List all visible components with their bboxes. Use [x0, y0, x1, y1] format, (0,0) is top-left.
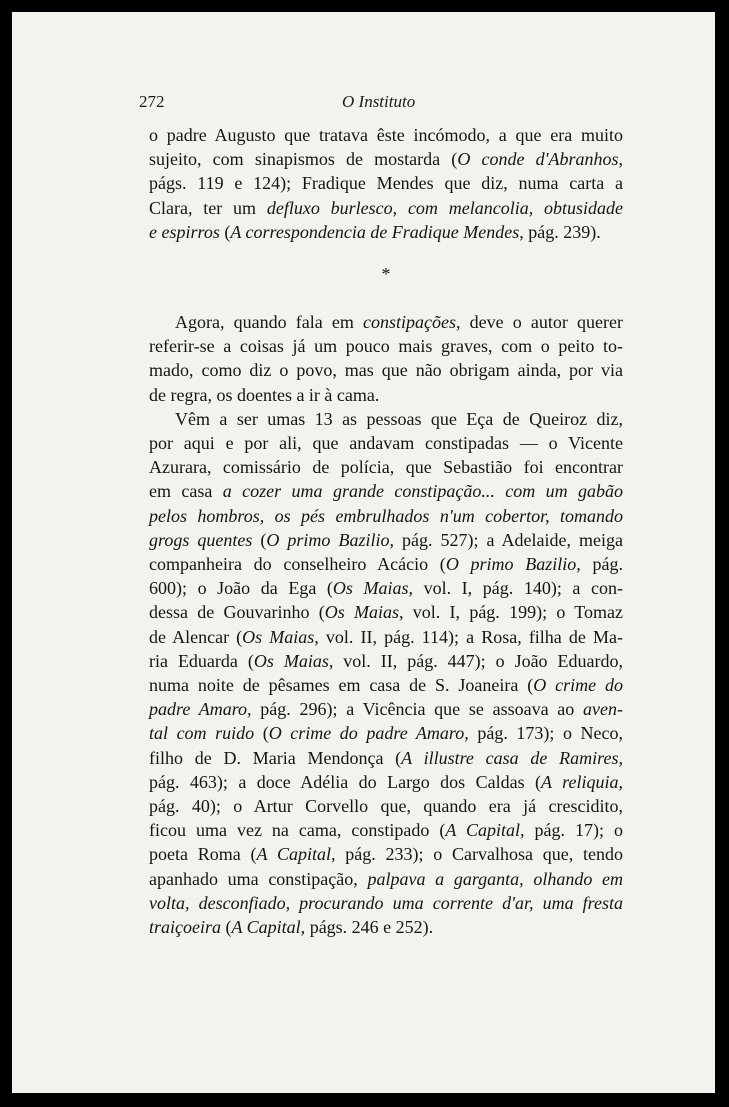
text-line: em casa a cozer uma grande constipação... com um gabão — [149, 481, 623, 502]
text-line: 600); o João da Ega (Os Maias, vol. I, pág. 140); a con- — [149, 578, 623, 599]
text-line: referir-se a coisas já um pouco mais graves, com o peito to- — [149, 336, 623, 357]
journal-title: O Instituto — [342, 92, 416, 111]
body-text — [149, 123, 623, 939]
paragraph-1 — [149, 123, 623, 244]
text-line: Azurara, comissário de polícia, que Sebastião foi encontrar — [149, 457, 623, 478]
text-line: filho de D. Maria Mendonça (A illustre casa de Ramires, — [149, 747, 623, 768]
text-line: Clara, ter um defluxo burlesco, com melancolia, obtusidade — [149, 197, 624, 218]
text-line: mado, como diz o povo, mas que não obrigam ainda, por via — [149, 360, 623, 381]
text-line: Agora, quando fala em constipações, deve o autor querer — [175, 312, 623, 333]
book-page — [12, 12, 715, 1093]
text-line: poeta Roma (A Capital, pág. 233); o Carvalhosa que, tendo — [149, 844, 623, 865]
text-line: Vêm a ser umas 13 as pessoas que Eça de Queiroz diz, — [175, 408, 623, 429]
text-line: grogs quentes (O primo Bazilio, pág. 527); a Adelaide, meiga — [149, 529, 624, 550]
text-line: tal com ruido (O crime do padre Amaro, pág. 173); o Neco, — [149, 723, 623, 744]
text-line: de regra, os doentes a ir à cama. — [149, 384, 380, 405]
text-line: págs. 119 e 124); Fradique Mendes que diz, numa carta a — [149, 173, 623, 194]
text-line: volta, desconfiado, procurando uma corrente d'ar, uma fresta — [149, 892, 623, 913]
page-number: 272 — [139, 92, 165, 111]
text-line: por aqui e por ali, que andavam constipadas — o Vicente — [149, 433, 623, 454]
text-line: ria Eduarda (Os Maias, vol. II, pág. 447); o João Eduardo, — [149, 650, 623, 671]
text-line: o padre Augusto que tratava êste incómodo, a que era muito — [149, 125, 623, 145]
text-line: numa noite de pêsames em casa de S. Joaneira (O crime do — [149, 675, 624, 696]
text-line: de Alencar (Os Maias, vol. II, pág. 114); a Rosa, filha de Ma- — [149, 626, 623, 647]
paragraph-3 — [149, 407, 623, 939]
text-line: apanhado uma constipação, palpava a garganta, olhando em — [149, 868, 624, 889]
text-line: traiçoeira (A Capital, págs. 246 e 252). — [149, 917, 434, 938]
running-head — [12, 92, 715, 116]
paragraph-2 — [149, 310, 623, 407]
text-line: ficou uma vez na cama, constipado (A Capital, pág. 17); o — [149, 820, 624, 841]
section-separator: * — [381, 264, 391, 285]
text-line: sujeito, com sinapismos de mostarda (O conde d'Abranhos, — [149, 149, 623, 170]
text-line: pág. 40); o Artur Corvello que, quando era já crescidito, — [149, 796, 623, 817]
text-line: companheira do conselheiro Acácio (O primo Bazilio, pág. — [149, 554, 623, 575]
text-line: pelos hombros, os pés embrulhados n'um cobertor, tomando — [149, 505, 623, 526]
text-line: pág. 463); a doce Adélia do Largo dos Caldas (A reliquia, — [149, 771, 623, 792]
text-line: e espirros (A correspondencia de Fradique Mendes, pág. 239). — [149, 221, 601, 242]
text-line: dessa de Gouvarinho (Os Maias, vol. I, pág. 199); o Tomaz — [149, 602, 623, 623]
text-line: padre Amaro, pág. 296); a Vicência que se assoava ao aven- — [149, 699, 623, 720]
